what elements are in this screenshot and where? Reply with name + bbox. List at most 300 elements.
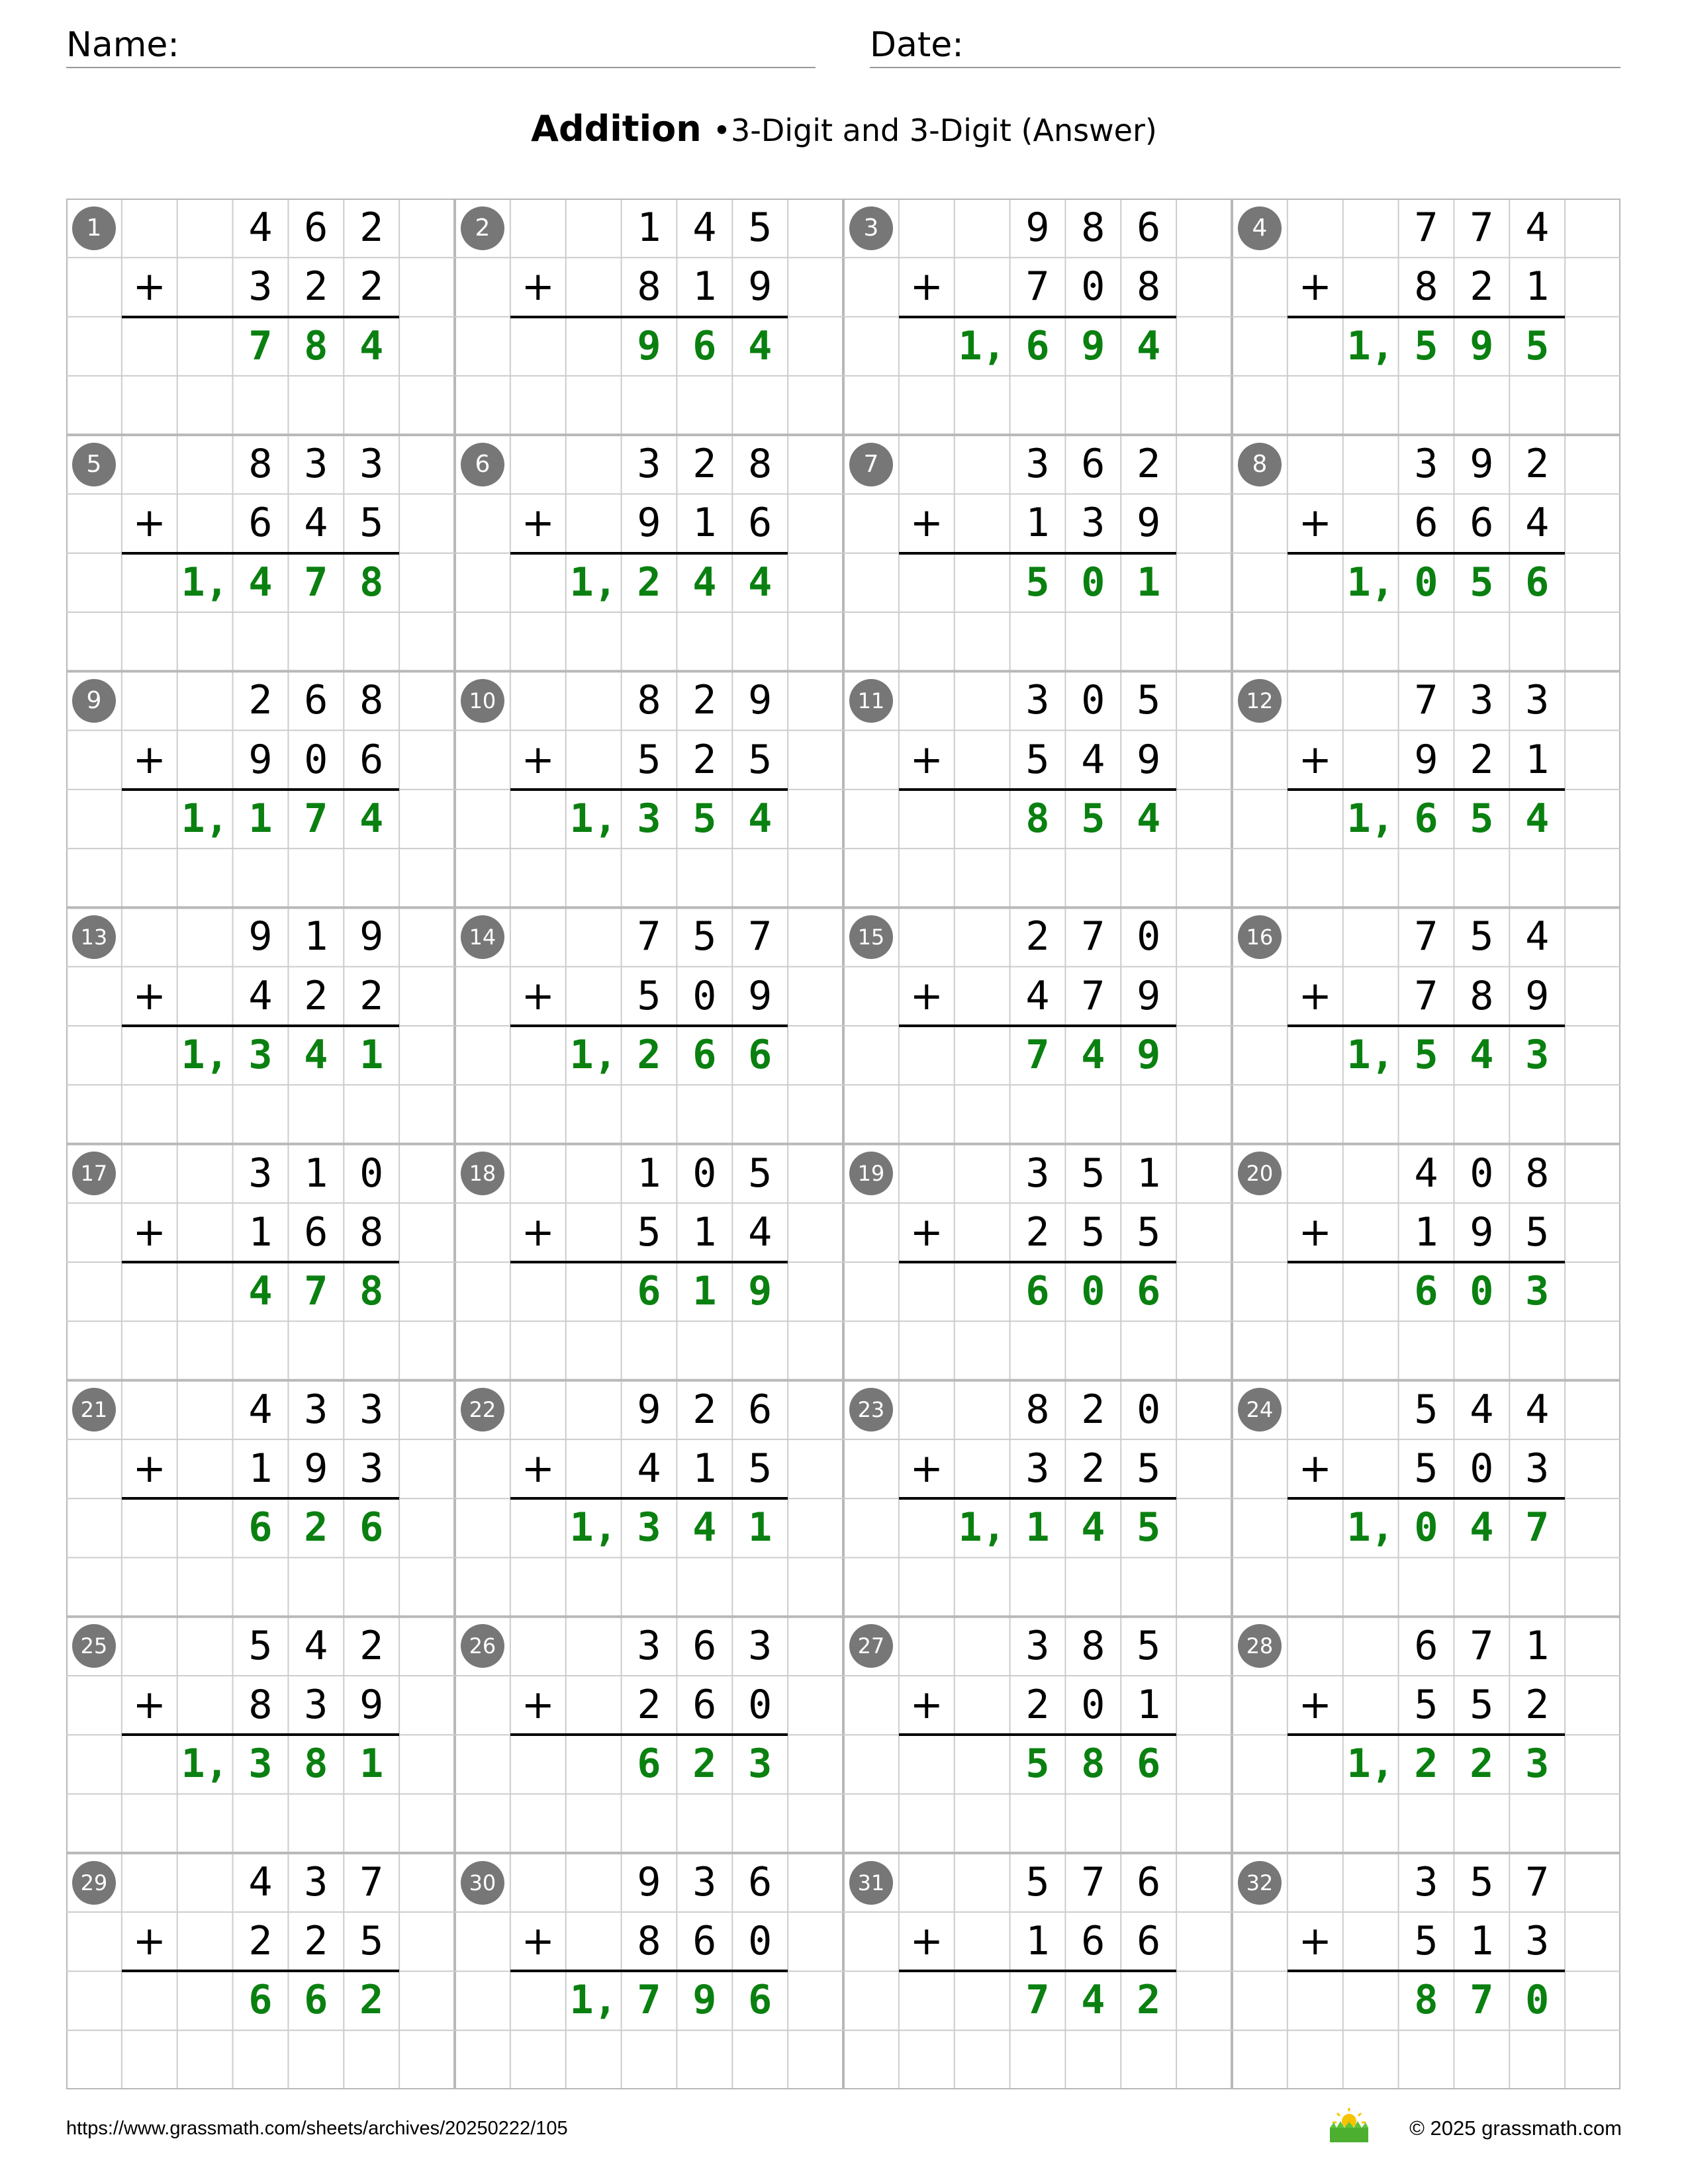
problem-number-badge: 20: [1238, 1152, 1282, 1195]
top-digit: 0: [692, 1150, 717, 1197]
top-digit: 8: [748, 441, 773, 488]
top-digit: 9: [637, 1386, 661, 1433]
bottom-digit: 2: [359, 263, 384, 310]
bottom-digit: 0: [1470, 1445, 1494, 1492]
top-digit: 7: [1525, 1858, 1550, 1905]
bottom-digit: 3: [1081, 500, 1105, 547]
answer-digit: 4: [692, 559, 717, 606]
top-digit: 9: [248, 913, 273, 960]
top-digit: 6: [748, 1386, 773, 1433]
top-digit: 2: [1081, 1386, 1105, 1433]
top-digit: 0: [359, 1150, 384, 1197]
answer-digit: 5: [1414, 1031, 1438, 1078]
answer-digit: 1: [1025, 1504, 1050, 1551]
answer-digit: 2: [1137, 1977, 1161, 2024]
top-digit: 1: [1525, 1622, 1550, 1669]
bottom-digit: 5: [1081, 1208, 1105, 1255]
bottom-digit: 4: [1081, 736, 1105, 783]
answer-digit: 0: [1414, 1504, 1438, 1551]
answer-digit: 4: [1081, 1504, 1105, 1551]
answer-digit: 1: [359, 1741, 384, 1788]
answer-digit: 3: [748, 1741, 773, 1788]
top-digit: 0: [1137, 913, 1161, 960]
answer-digit: 1,: [181, 559, 229, 606]
top-digit: 3: [1525, 677, 1550, 724]
answer-digit: 1,: [569, 795, 618, 842]
bottom-digit: 3: [359, 1445, 384, 1492]
answer-digit: 5: [1025, 559, 1050, 606]
bottom-digit: 3: [248, 263, 273, 310]
problem-number-badge: 12: [1238, 679, 1282, 723]
bottom-digit: 8: [1414, 263, 1438, 310]
bottom-digit: 8: [248, 1682, 273, 1729]
bottom-digit: 8: [1137, 263, 1161, 310]
answer-digit: 4: [748, 795, 773, 842]
top-digit: 7: [1414, 913, 1438, 960]
top-digit: 4: [1414, 1150, 1438, 1197]
answer-digit: 1,: [569, 559, 618, 606]
answer-digit: 1: [359, 1031, 384, 1078]
bottom-digit: 9: [1470, 1208, 1494, 1255]
top-digit: 2: [692, 1386, 717, 1433]
answer-digit: 7: [1525, 1504, 1550, 1551]
answer-digit: 1,: [958, 322, 1006, 369]
problem-number-badge: 27: [849, 1624, 893, 1668]
bottom-digit: 3: [304, 1682, 328, 1729]
answer-digit: 4: [248, 559, 273, 606]
top-digit: 2: [359, 205, 384, 251]
answer-digit: 4: [1525, 795, 1550, 842]
bottom-digit: 1: [248, 1208, 273, 1255]
problem-number-badge: 26: [461, 1624, 504, 1668]
answer-digit: 3: [637, 1504, 661, 1551]
answer-digit: 7: [1025, 1031, 1050, 1078]
bottom-digit: 6: [1137, 1918, 1161, 1965]
footer-url[interactable]: https://www.grassmath.com/sheets/archives/20250222/105: [66, 2118, 568, 2139]
bottom-digit: 3: [1525, 1445, 1550, 1492]
top-digit: 6: [1414, 1622, 1438, 1669]
answer-digit: 1,: [1346, 322, 1395, 369]
answer-digit: 8: [359, 1268, 384, 1315]
top-digit: 2: [359, 1622, 384, 1669]
top-digit: 5: [1414, 1386, 1438, 1433]
top-digit: 6: [1137, 205, 1161, 251]
answer-digit: 4: [748, 559, 773, 606]
answer-digit: 0: [1081, 559, 1105, 606]
answer-digit: 2: [692, 1741, 717, 1788]
plus-sign: +: [132, 263, 166, 310]
problem-number-badge: 28: [1238, 1624, 1282, 1668]
plus-sign: +: [521, 1208, 555, 1255]
answer-digit: 5: [1137, 1504, 1161, 1551]
answer-digit: 3: [248, 1741, 273, 1788]
top-digit: 8: [1081, 1622, 1105, 1669]
top-digit: 1: [304, 913, 328, 960]
problem-number-badge: 10: [461, 679, 504, 723]
answer-digit: 8: [304, 322, 328, 369]
top-digit: 2: [248, 677, 273, 724]
top-digit: 0: [1081, 677, 1105, 724]
top-digit: 8: [248, 441, 273, 488]
top-digit: 5: [1137, 677, 1161, 724]
top-digit: 6: [692, 1622, 717, 1669]
problem-number-badge: 4: [1238, 206, 1282, 250]
top-digit: 5: [748, 1150, 773, 1197]
bottom-digit: 9: [748, 972, 773, 1019]
top-digit: 0: [1470, 1150, 1494, 1197]
plus-sign: +: [1298, 263, 1332, 310]
bottom-digit: 8: [359, 1208, 384, 1255]
top-digit: 3: [1025, 1150, 1050, 1197]
answer-digit: 4: [1470, 1504, 1494, 1551]
bottom-digit: 1: [692, 1208, 717, 1255]
answer-digit: 7: [637, 1977, 661, 2024]
answer-digit: 8: [359, 559, 384, 606]
bottom-digit: 5: [359, 1918, 384, 1965]
bottom-digit: 1: [1137, 1682, 1161, 1729]
top-digit: 7: [1414, 205, 1438, 251]
bottom-digit: 4: [304, 500, 328, 547]
problem-number-badge: 24: [1238, 1388, 1282, 1432]
plus-sign: +: [521, 736, 555, 783]
bottom-digit: 3: [1025, 1445, 1050, 1492]
answer-digit: 6: [637, 1741, 661, 1788]
bottom-digit: 1: [248, 1445, 273, 1492]
plus-sign: +: [910, 972, 943, 1019]
answer-digit: 5: [1025, 1741, 1050, 1788]
answer-digit: 4: [1137, 795, 1161, 842]
answer-digit: 6: [1137, 1741, 1161, 1788]
top-digit: 9: [1025, 205, 1050, 251]
bottom-digit: 2: [1025, 1682, 1050, 1729]
top-digit: 2: [692, 677, 717, 724]
bottom-digit: 3: [1525, 1918, 1550, 1965]
answer-digit: 7: [304, 795, 328, 842]
plus-sign: +: [1298, 500, 1332, 547]
answer-digit: 4: [248, 1268, 273, 1315]
answer-digit: 1: [1137, 559, 1161, 606]
answer-digit: 4: [359, 795, 384, 842]
bottom-digit: 9: [359, 1682, 384, 1729]
bottom-digit: 6: [1414, 500, 1438, 547]
answer-digit: 9: [692, 1977, 717, 2024]
top-digit: 2: [692, 441, 717, 488]
top-digit: 9: [359, 913, 384, 960]
problem-number-badge: 17: [72, 1152, 116, 1195]
answer-digit: 7: [1470, 1977, 1494, 2024]
answer-digit: 1,: [569, 1504, 618, 1551]
problem-number-badge: 14: [461, 915, 504, 959]
answer-digit: 2: [359, 1977, 384, 2024]
top-digit: 3: [1414, 441, 1438, 488]
bottom-digit: 5: [1414, 1682, 1438, 1729]
bottom-digit: 0: [1081, 263, 1105, 310]
top-digit: 1: [637, 205, 661, 251]
top-digit: 7: [748, 913, 773, 960]
top-digit: 6: [748, 1858, 773, 1905]
answer-digit: 6: [692, 322, 717, 369]
top-digit: 9: [748, 677, 773, 724]
answer-digit: 6: [692, 1031, 717, 1078]
answer-digit: 5: [1525, 322, 1550, 369]
bottom-digit: 6: [1081, 1918, 1105, 1965]
answer-digit: 2: [637, 1031, 661, 1078]
name-label: Name:: [66, 25, 179, 65]
plus-sign: +: [910, 263, 943, 310]
bottom-digit: 1: [1025, 1918, 1050, 1965]
grass-sun-logo-icon: [1327, 2107, 1371, 2144]
answer-digit: 6: [248, 1504, 273, 1551]
problem-number-badge: 1: [72, 206, 116, 250]
top-digit: 7: [1414, 677, 1438, 724]
plus-sign: +: [1298, 972, 1332, 1019]
answer-digit: 1,: [1346, 1741, 1395, 1788]
answer-digit: 6: [248, 1977, 273, 2024]
top-digit: 6: [304, 677, 328, 724]
top-digit: 4: [1525, 913, 1550, 960]
top-digit: 3: [1025, 677, 1050, 724]
bottom-digit: 4: [748, 1208, 773, 1255]
problem-number-badge: 11: [849, 679, 893, 723]
title-subtitle: 3-Digit and 3-Digit (Answer): [730, 113, 1157, 148]
plus-sign: +: [910, 1682, 943, 1729]
top-digit: 6: [1081, 441, 1105, 488]
bottom-digit: 6: [692, 1918, 717, 1965]
answer-digit: 8: [1081, 1741, 1105, 1788]
page-title: [0, 106, 1688, 154]
plus-sign: +: [521, 263, 555, 310]
bottom-digit: 1: [692, 263, 717, 310]
bottom-digit: 2: [304, 1918, 328, 1965]
top-digit: 3: [1470, 677, 1494, 724]
bottom-digit: 5: [748, 736, 773, 783]
answer-digit: 4: [359, 322, 384, 369]
answer-digit: 1,: [958, 1504, 1006, 1551]
top-digit: 4: [1525, 205, 1550, 251]
answer-digit: 6: [359, 1504, 384, 1551]
top-digit: 7: [359, 1858, 384, 1905]
problem-number-badge: 31: [849, 1861, 893, 1905]
bottom-digit: 9: [1137, 972, 1161, 1019]
top-digit: 5: [1137, 1622, 1161, 1669]
answer-digit: 4: [1081, 1031, 1105, 1078]
bottom-digit: 1: [1025, 500, 1050, 547]
answer-digit: 8: [1025, 795, 1050, 842]
plus-sign: +: [1298, 736, 1332, 783]
top-digit: 2: [1525, 441, 1550, 488]
bottom-digit: 2: [692, 736, 717, 783]
top-digit: 6: [1137, 1858, 1161, 1905]
top-digit: 7: [1081, 1858, 1105, 1905]
answer-digit: 9: [748, 1268, 773, 1315]
top-digit: 3: [359, 441, 384, 488]
plus-sign: +: [910, 736, 943, 783]
answer-digit: 1,: [181, 795, 229, 842]
top-digit: 3: [637, 1622, 661, 1669]
bottom-digit: 5: [637, 972, 661, 1019]
problem-number-badge: 19: [849, 1152, 893, 1195]
top-digit: 0: [1137, 1386, 1161, 1433]
plus-sign: +: [910, 1445, 943, 1492]
bottom-digit: 8: [637, 263, 661, 310]
top-digit: 8: [637, 677, 661, 724]
problem-number-badge: 3: [849, 206, 893, 250]
problem-number-badge: 15: [849, 915, 893, 959]
answer-digit: 5: [1470, 795, 1494, 842]
top-digit: 3: [637, 441, 661, 488]
top-digit: 8: [359, 677, 384, 724]
bottom-digit: 5: [1414, 1445, 1438, 1492]
problem-number-badge: 22: [461, 1388, 504, 1432]
answer-digit: 4: [692, 1504, 717, 1551]
answer-digit: 7: [304, 1268, 328, 1315]
bottom-digit: 0: [748, 1918, 773, 1965]
answer-digit: 2: [1414, 1741, 1438, 1788]
bottom-digit: 5: [637, 1208, 661, 1255]
worksheet-grid: [66, 199, 1620, 2089]
name-line[interactable]: [66, 67, 816, 68]
top-digit: 3: [1025, 1622, 1050, 1669]
answer-digit: 0: [1525, 1977, 1550, 2024]
answer-digit: 5: [1470, 559, 1494, 606]
top-digit: 2: [1025, 913, 1050, 960]
top-digit: 3: [304, 441, 328, 488]
bottom-digit: 9: [248, 736, 273, 783]
plus-sign: +: [1298, 1208, 1332, 1255]
plus-sign: +: [521, 1918, 555, 1965]
answer-digit: 9: [1470, 322, 1494, 369]
bottom-digit: 9: [304, 1445, 328, 1492]
answer-digit: 5: [1081, 795, 1105, 842]
top-digit: 5: [1025, 1858, 1050, 1905]
bottom-digit: 4: [1025, 972, 1050, 1019]
top-digit: 4: [304, 1622, 328, 1669]
top-digit: 9: [637, 1858, 661, 1905]
plus-sign: +: [132, 1445, 166, 1492]
answer-digit: 1,: [569, 1977, 618, 2024]
bottom-digit: 5: [1137, 1208, 1161, 1255]
answer-digit: 9: [637, 322, 661, 369]
answer-digit: 3: [637, 795, 661, 842]
bottom-digit: 2: [304, 263, 328, 310]
top-digit: 7: [1081, 913, 1105, 960]
top-digit: 3: [1414, 1858, 1438, 1905]
top-digit: 4: [248, 1386, 273, 1433]
top-digit: 8: [1081, 205, 1105, 251]
top-digit: 5: [692, 913, 717, 960]
answer-digit: 4: [1081, 1977, 1105, 2024]
problem-number-badge: 8: [1238, 443, 1282, 486]
bottom-digit: 2: [359, 972, 384, 1019]
answer-digit: 6: [1137, 1268, 1161, 1315]
top-digit: 5: [748, 205, 773, 251]
answer-digit: 1: [248, 795, 273, 842]
answer-digit: 4: [304, 1031, 328, 1078]
plus-sign: +: [132, 1918, 166, 1965]
date-label: Date:: [870, 25, 964, 65]
bottom-digit: 2: [1081, 1445, 1105, 1492]
bottom-digit: 0: [692, 972, 717, 1019]
bottom-digit: 7: [1025, 263, 1050, 310]
plus-sign: +: [521, 972, 555, 1019]
bottom-digit: 2: [1470, 736, 1494, 783]
bottom-digit: 0: [304, 736, 328, 783]
bottom-digit: 9: [1137, 500, 1161, 547]
bottom-digit: 1: [692, 1445, 717, 1492]
date-line[interactable]: [870, 67, 1620, 68]
problem-number-badge: 29: [72, 1861, 116, 1905]
bottom-digit: 2: [1470, 263, 1494, 310]
plus-sign: +: [1298, 1918, 1332, 1965]
problem-number-badge: 23: [849, 1388, 893, 1432]
bottom-digit: 9: [1525, 972, 1550, 1019]
top-digit: 8: [1025, 1386, 1050, 1433]
bottom-digit: 2: [637, 1682, 661, 1729]
answer-digit: 6: [748, 1031, 773, 1078]
bottom-digit: 2: [1525, 1682, 1550, 1729]
bottom-digit: 5: [1025, 736, 1050, 783]
plus-sign: +: [132, 1208, 166, 1255]
bottom-digit: 6: [359, 736, 384, 783]
bottom-digit: 2: [248, 1918, 273, 1965]
answer-digit: 3: [1525, 1031, 1550, 1078]
answer-digit: 6: [637, 1268, 661, 1315]
bottom-digit: 6: [304, 1208, 328, 1255]
bottom-digit: 2: [304, 972, 328, 1019]
answer-digit: 6: [1414, 1268, 1438, 1315]
plus-sign: +: [521, 500, 555, 547]
bottom-digit: 5: [637, 736, 661, 783]
top-digit: 3: [359, 1386, 384, 1433]
bottom-digit: 5: [748, 1445, 773, 1492]
top-digit: 3: [748, 1622, 773, 1669]
problem-number-badge: 7: [849, 443, 893, 486]
problem-number-badge: 21: [72, 1388, 116, 1432]
plus-sign: +: [132, 736, 166, 783]
bottom-digit: 4: [1525, 500, 1550, 547]
bottom-digit: 1: [692, 500, 717, 547]
problem-number-badge: 30: [461, 1861, 504, 1905]
top-digit: 4: [1525, 1386, 1550, 1433]
top-digit: 4: [248, 205, 273, 251]
top-digit: 4: [692, 205, 717, 251]
plus-sign: +: [1298, 1682, 1332, 1729]
answer-digit: 7: [1025, 1977, 1050, 2024]
bottom-digit: 8: [637, 1918, 661, 1965]
answer-digit: 5: [692, 795, 717, 842]
answer-digit: 1,: [1346, 559, 1395, 606]
top-digit: 5: [1081, 1150, 1105, 1197]
top-digit: 4: [248, 1858, 273, 1905]
problem-number-badge: 25: [72, 1624, 116, 1668]
answer-digit: 6: [748, 1977, 773, 2024]
plus-sign: +: [1298, 1445, 1332, 1492]
answer-digit: 8: [304, 1741, 328, 1788]
answer-digit: 1,: [1346, 1504, 1395, 1551]
bottom-digit: 7: [1081, 972, 1105, 1019]
bottom-digit: 7: [1414, 972, 1438, 1019]
answer-digit: 0: [1081, 1268, 1105, 1315]
bottom-digit: 5: [1137, 1445, 1161, 1492]
plus-sign: +: [910, 1918, 943, 1965]
answer-digit: 2: [637, 559, 661, 606]
bottom-digit: 1: [1414, 1208, 1438, 1255]
top-digit: 4: [1470, 1386, 1494, 1433]
answer-digit: 0: [1470, 1268, 1494, 1315]
bottom-digit: 5: [1470, 1682, 1494, 1729]
bottom-digit: 1: [1525, 736, 1550, 783]
bottom-digit: 9: [1137, 736, 1161, 783]
